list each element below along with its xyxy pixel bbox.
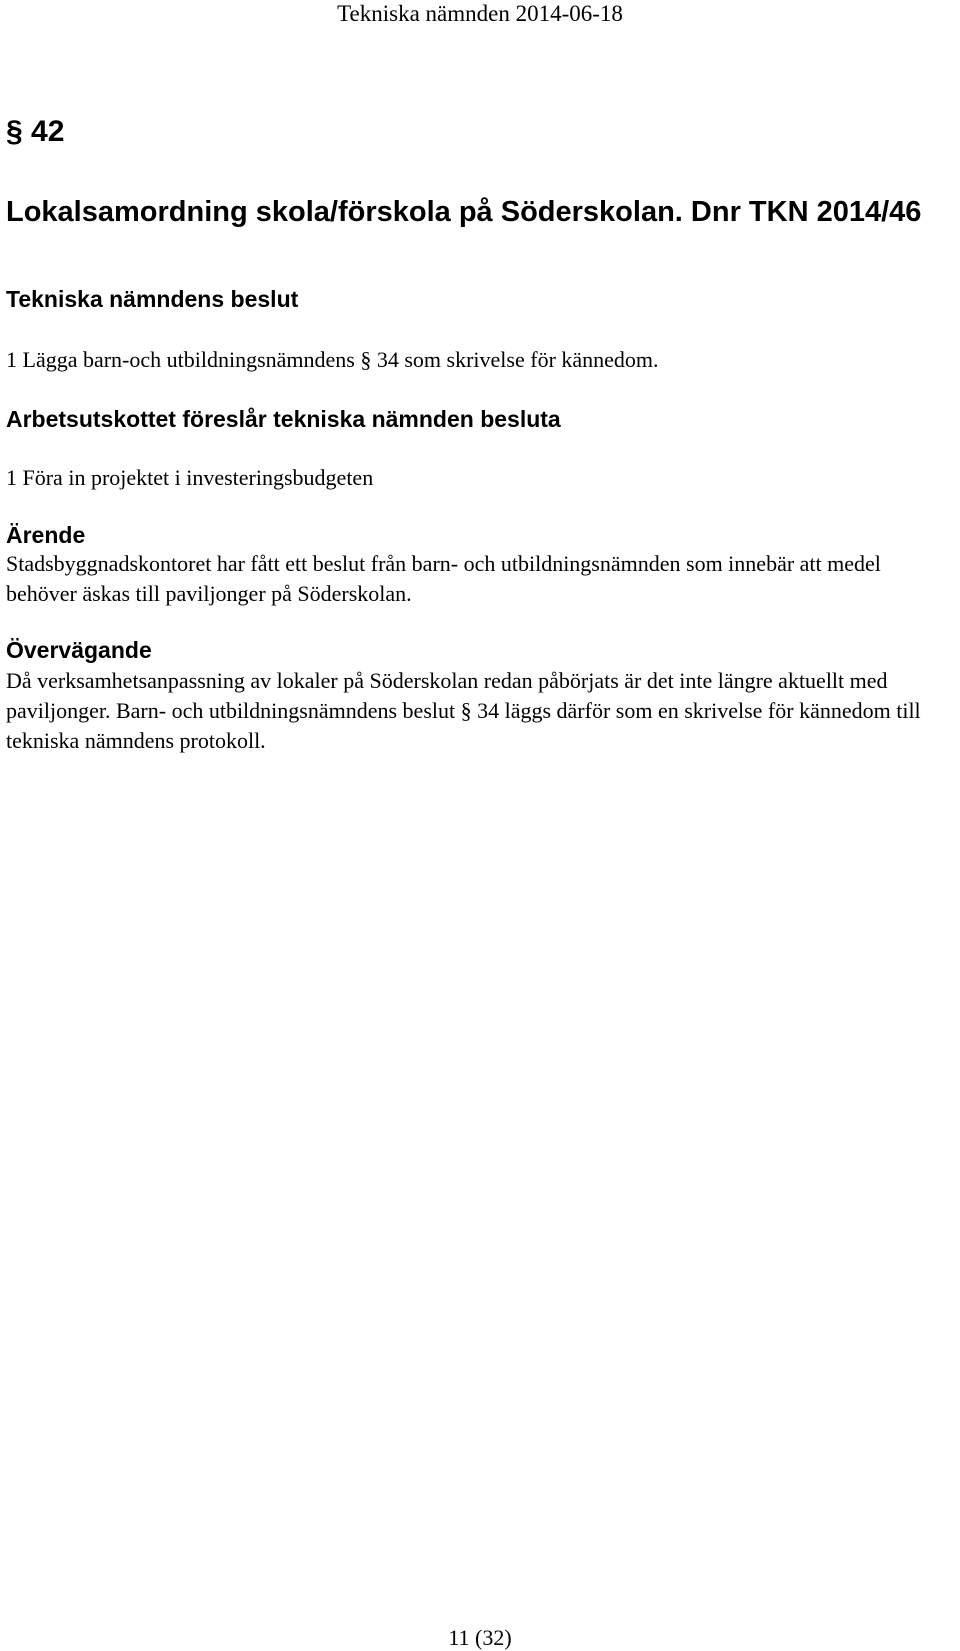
proposal-item: 1 Föra in projektet i investeringsbudgeten xyxy=(6,465,374,490)
proposal-heading-bold: Arbetsutskottet xyxy=(6,406,176,432)
proposal-heading-rest: föreslår tekniska nämnden besluta xyxy=(175,406,561,432)
matter-heading: Ärende xyxy=(6,522,86,548)
page-number: 11 (32) xyxy=(448,1625,512,1650)
paragraph-number: § 42 xyxy=(6,115,65,148)
consideration-text: Då verksamhetsanpassning av lokaler på Söderskolan redan påbörjats är det inte längre aktuellt med paviljonger. Barn- och utbildningsnämndens beslut § 34 läggs därför som en skrivelse för kännedom till tekniska nämndens protokoll. xyxy=(6,668,921,753)
proposal-heading xyxy=(6,405,561,433)
document-body xyxy=(6,115,951,753)
decision-heading: Tekniska nämndens beslut xyxy=(6,286,299,312)
document-title: Lokalsamordning skola/förskola på Söderskolan. Dnr TKN 2014/46 xyxy=(6,196,922,228)
page-header: Tekniska nämnden 2014-06-18 xyxy=(337,1,623,26)
matter-text: Stadsbyggnadskontoret har fått ett beslut från barn- och utbildningsnämnden som innebär att medel behöver äskas till paviljonger på Söderskolan. xyxy=(6,551,881,606)
decision-item: 1 Lägga barn-och utbildningsnämndens § 34 som skrivelse för kännedom. xyxy=(6,347,659,372)
consideration-heading: Övervägande xyxy=(6,637,152,663)
